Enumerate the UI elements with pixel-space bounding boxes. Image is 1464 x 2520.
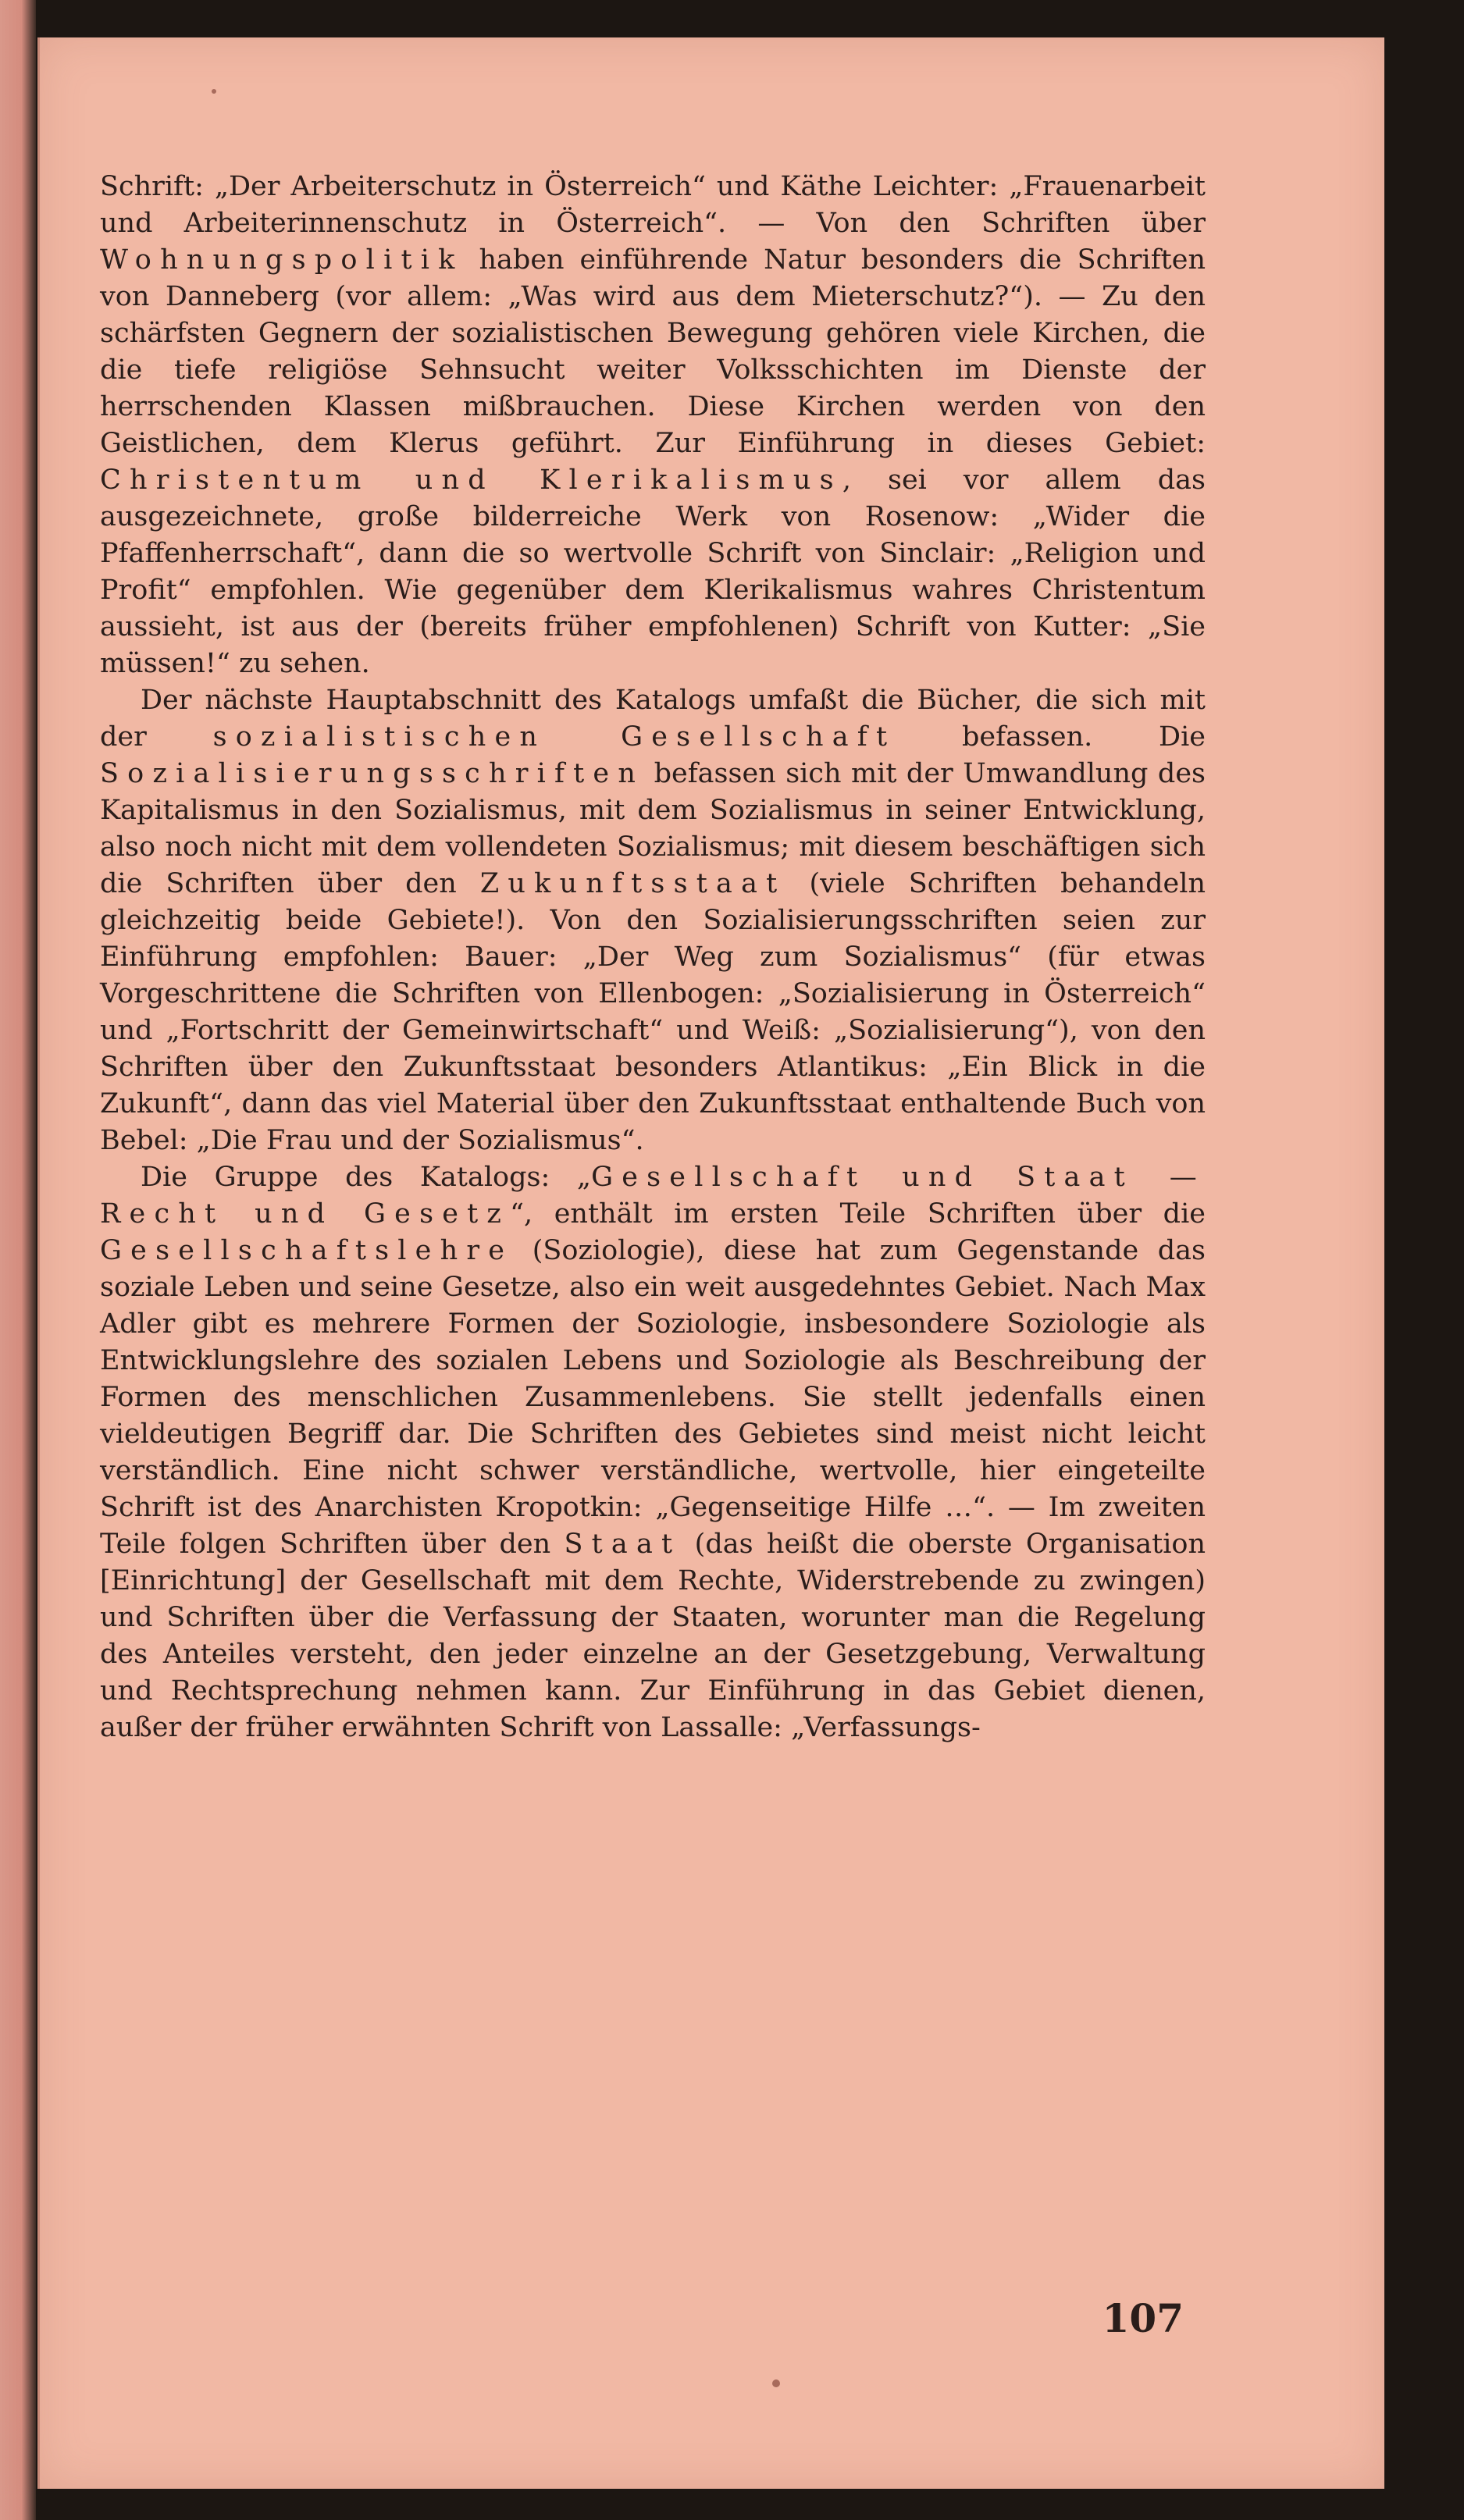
spaced-term: Gesellschaft und Staat — Recht und Gesetz — [100, 1162, 1206, 1230]
page-number: 107 — [1102, 2295, 1184, 2341]
text-run: , sei vor allem das ausgezeichnete, große bilderreiche Werk von Rosenow: „Wider die Pfaffenherrschaft“, dann die so wertvolle Schrift von Sinclair: „Religion und Profit“ empfohlen. Wie gegenüber dem Klerikalismus wahres Christentum aussieht, ist aus der (bereits früher empfohlenen) Schrift von Kutter: „Sie müssen!“ zu sehen. — [100, 464, 1206, 679]
text-run: haben einführende Natur besonders die Schriften von Danneberg (vor allem: „Was wird aus dem Mieterschutz?“). — Zu den schärfsten Gegnern der sozialistischen Bewegung gehören viele Kirchen, die die tiefe religiöse Sehnsucht weiter Volksschichten im Dienste der herrschenden Klassen mißbrauchen. Diese Kirchen werden von den Geistlichen, dem Klerus geführt. Zur Einführung in dieses Gebiet: — [100, 244, 1206, 459]
paragraph-1 — [100, 169, 1206, 682]
paper-speck — [212, 89, 216, 94]
text-run: befassen sich mit der Umwandlung des Kapitalismus in den Sozialismus, mit dem Sozialismus in seiner Entwicklung, also noch nicht mit dem vollendeten Sozialismus; mit diesem beschäftigen sich die Schriften über den — [100, 758, 1206, 899]
paragraph-2 — [100, 682, 1206, 1159]
paper-speck — [772, 2379, 780, 2387]
text-run: befassen. Die — [896, 721, 1206, 753]
body-text — [100, 169, 1206, 1746]
spaced-term: Staat — [564, 1529, 682, 1560]
facing-page-edge — [0, 0, 36, 2520]
text-run: (das heißt die oberste Organisation [Einrichtung] der Gesellschaft mit dem Rechte, Widerstrebende zu zwingen) und Schriften über die Verfassung der Staaten, worunter man die Regelung des Anteiles versteht, den jeder einzelne an der Gesetzgebung, Verwaltung und Rechtsprechung nehmen kann. Zur Einführung in das Gebiet dienen, außer der früher erwähnten Schrift von Lassalle: „Verfassungs- — [100, 1529, 1206, 1743]
spaced-term: Zukunftsstaat — [479, 868, 786, 899]
spaced-term: Wohnungspolitik — [100, 244, 464, 276]
paragraph-3 — [100, 1159, 1206, 1746]
spaced-term: Christentum und Klerikalismus — [100, 464, 842, 496]
text-run: Der nächste Hauptabschnitt des Katalogs umfaßt die Bücher, die sich mit der — [100, 685, 1206, 753]
text-run: (viele Schriften behandeln gleichzeitig beide Gebiete!). Von den Sozialisierungsschriften seien zur Einführung empfohlen: Bauer: „Der Weg zum Sozialismus“ (für etwas Vorgeschrittene die Schriften von Ellenbogen: „Sozialisierung in Österreich“ und „Fortschritt der Gemeinwirtschaft“ und Weiß: „Sozialisierung“), von den Schriften über den Zukunftsstaat besonders Atlantikus: „Ein Blick in die Zukunft“, dann das viel Material über den Zukunftsstaat enthaltende Buch von Bebel: „Die Frau und der Sozialismus“. — [100, 868, 1206, 1156]
text-run: “, enthält im ersten Teile Schriften über die — [510, 1198, 1206, 1230]
spaced-term: sozialistischen Gesellschaft — [212, 721, 896, 753]
spaced-term: Sozialisierungsschriften — [100, 758, 645, 789]
spaced-term: Gesellschaftslehre — [100, 1235, 514, 1266]
text-run: Schrift: „Der Arbeiterschutz in Österreich“ und Käthe Leichter: „Frauenarbeit und Arbeiterinnenschutz in Österreich“. — Von den Schriften über — [100, 171, 1206, 239]
text-run: (Soziologie), diese hat zum Gegenstande das soziale Leben und seine Gesetze, also ein weit ausgedehntes Gebiet. Nach Max Adler gibt es mehrere Formen der Soziologie, insbesondere Soziologie als Entwicklungslehre des sozialen Lebens und Soziologie als Beschreibung der Formen des menschlichen Zusammenlebens. Sie stellt jedenfalls einen vieldeutigen Begriff dar. Die Schriften des Gebietes sind meist nicht leicht verständlich. Eine nicht schwer verständliche, wertvolle, hier eingeteilte Schrift ist des Anarchisten Kropotkin: „Gegenseitige Hilfe …“. — Im zweiten Teile folgen Schriften über den — [100, 1235, 1206, 1560]
text-run: Die Gruppe des Katalogs: „ — [141, 1162, 592, 1193]
